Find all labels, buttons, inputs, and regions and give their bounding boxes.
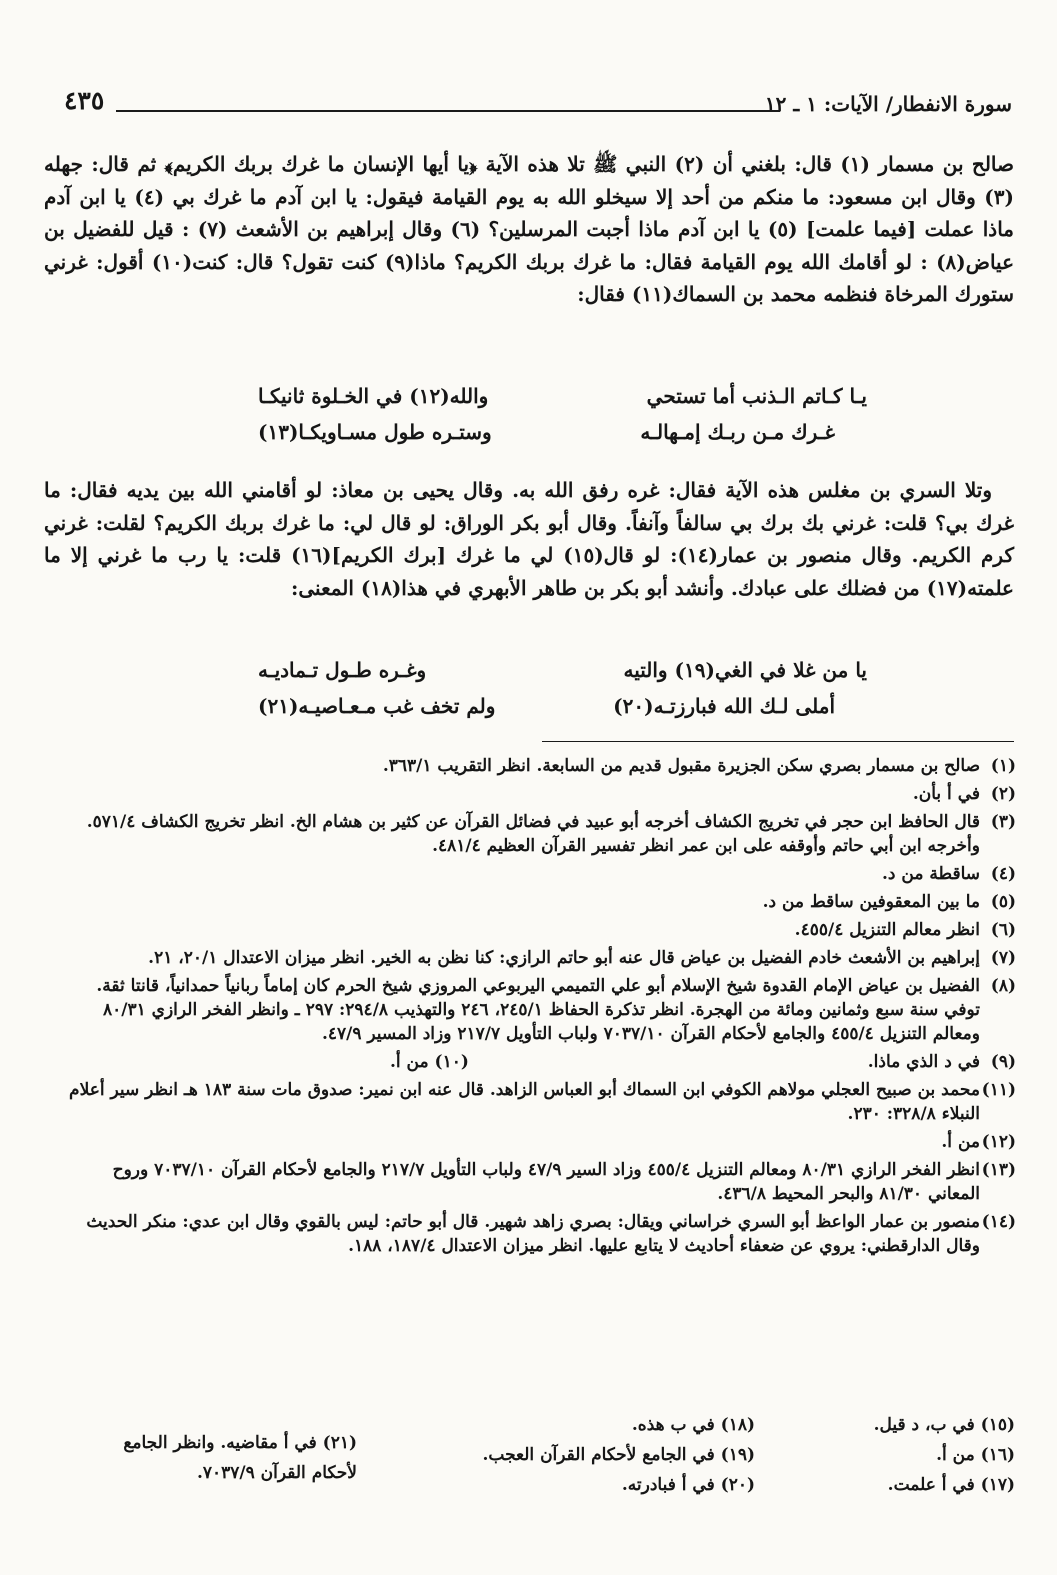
footnote-text: منصور بن عمار الواعظ أبو السري خراساني ويقال: بصري زاهد شهير. قال أبو حاتم: ليس بالقوي وقال ابن عدي: منكر الحديث وقال الدارقطني: يروي عن ضعفاء أحاديث لا يتابع عليها. انظر ميزان الاعتدال ١٨٧/٤، ١٨٨. <box>86 1212 980 1256</box>
main-paragraph-2: وتلا السري بن مغلس هذه الآية فقال: غره رفق الله به. وقال يحيى بن معاذ: لو أقامني الله بين يديه فقال: ما غرك بي؟ قلت: غرني بك برك بي سالفاً وآنفاً. وقال أبو بكر الوراق: لو قال لي: ما غرك بربك الكريم؟ لقلت: غرني كرم الكريم. وقال منصور بن عمار(١٤): لو قال(١٥) لي ما غرك [برك الكريم](١٦) قلت: يا رب ما غرني إلا ما علمته(١٧) من فضلك على عبادك. وأنشد أبو بكر بن طاهر الأبهري في هذا(١٨) المعنى: <box>44 478 1014 600</box>
verse1-line1-left: والله(١٢) في الخـلوة ثانيكـا <box>258 384 489 408</box>
footnote-inline-extra: (١٠) من أ. <box>390 1052 469 1072</box>
footnote <box>60 918 1016 942</box>
footnote-number: (١٢) <box>981 1132 1016 1152</box>
running-header <box>64 86 1012 126</box>
main-paragraph-1: صالح بن مسمار (١) قال: بلغني أن (٢) النبي ﷺ تلا هذه الآية ﴿يا أيها الإنسان ما غرك بربك الكريم﴾ ثم قال: جهله (٣) وقال ابن مسعود: ما منكم من أحد إلا سيخلو الله به يوم القيامة فيقول: يا ابن آدم ما غرك بي (٤) يا ابن آدم ماذا عملت [فيما علمت] (٥) يا ابن آدم ماذا أجبت المرسلين؟ (٦) وقال إبراهيم بن الأشعث (٧) : قيل للفضيل بن عياض(٨) : لو أقامك الله يوم القيامة فقال: ما غرك بربك الكريم؟ ماذا(٩) كنت تقول؟ قال: كنت(١٠) أقول: غرني ستورك المرخاة فنظمه محمد بن السماك(١١) فقال: <box>44 152 1015 306</box>
verse2-line1-left: وغـره طـول تـماديـه <box>258 658 427 682</box>
footnotes-column-1 <box>874 1410 1015 1500</box>
footnote-text: محمد بن صبيح العجلي مولاهم الكوفي ابن السماك أبو العباس الزاهد. قال عنه ابن نمير: صدوق مات سنة ١٨٣ هـ انظر سير أعلام النبلاء ٣٢٨/٨: ٢٣٠. <box>69 1080 980 1124</box>
footnote-number: (٨) <box>990 976 1016 996</box>
footnote <box>60 890 1016 914</box>
footnote <box>60 1130 1016 1154</box>
footnote <box>60 974 1016 1046</box>
footnote-number: (١٣) <box>981 1160 1016 1180</box>
footnote-line: (١٩) في الجامع لأحكام القرآن العجب. <box>482 1445 755 1465</box>
footnote <box>60 1158 1016 1206</box>
footnote-line: (١٥) في ب، د قيل. <box>873 1415 1015 1435</box>
surah-title: سورة الانفطار/ الآيات: ١ ـ ١٢ <box>764 92 1012 116</box>
footnote-line: لأحكام القرآن ٧٠٣٧/٩. <box>196 1463 357 1483</box>
footnote-number: (٣) <box>990 812 1016 832</box>
footnote-line: (١٨) في ب هذه. <box>631 1415 755 1435</box>
footnote <box>60 810 1016 858</box>
footnote-text: صالح بن مسمار بصري سكن الجزيرة مقبول قديم من السابعة. انظر التقريب ٣٦٣/١. <box>382 756 980 776</box>
footnote-text: في د الذي ماذا. <box>867 1052 980 1072</box>
verse1-line2-left: وستـره طول مسـاويكـا(١٣) <box>258 420 492 444</box>
footnote-number: (٤) <box>990 864 1016 884</box>
footnote-text: إبراهيم بن الأشعث خادم الفضيل بن عياض قال عنه أبو حاتم الرازي: كنا نظن به الخير. انظر ميزان الاعتدال ٢٠/١، ٢١. <box>148 948 980 968</box>
footnote-text: ساقطة من د. <box>882 864 980 884</box>
footnotes-column-3 <box>123 1428 357 1488</box>
verse1-line1-right: يـا كـاتم الـذنب أما تستحي <box>646 384 867 408</box>
footnote-text: الفضيل بن عياض الإمام القدوة شيخ الإسلام أبو علي التميمي اليربوعي المروزي شيخ الحرم كان إماماً ربانياً حمدانياً، قانتا ثقة. توفي سنة سبع وثمانين ومائة من الهجرة. انظر تذكرة الحفاظ ٢٤٥/١، ٢٤٦ والتهذيب ٢٩٤/٨: ٢٩٧ ـ وانظر الفخر الرازي ٨٠/٣١ ومعالم التنزيل ٤٥٥/٤ والجامع لأحكام القرآن ٧٠٣٧/١٠ ولباب التأويل ٢١٧/٧ وزاد المسير ٤٧/٩. <box>96 976 980 1044</box>
footnotes <box>60 754 1016 1262</box>
footnotes-column-2 <box>482 1410 755 1500</box>
verse2-line1-right: يا من غلا في الغي(١٩) والتيه <box>623 658 867 682</box>
verse2-line2-left: ولم تخف غب مـعـاصيـه(٢١) <box>258 694 496 718</box>
footnote-number: (١١) <box>981 1080 1016 1100</box>
footnote-number: (٦) <box>990 920 1016 940</box>
footnote-line: (١٦) من أ. <box>936 1445 1015 1465</box>
footnote <box>60 946 1016 970</box>
footnote-number: (٧) <box>990 948 1016 968</box>
verse1-line2-right: غـرك مـن ربـك إمـهالـه <box>640 420 835 444</box>
footnote-text: انظر الفخر الرازي ٨٠/٣١ ومعالم التنزيل ٤٥٥/٤ وزاد السير ٤٧/٩ ولباب التأويل ٢١٧/٧ والجامع لأحكام القرآن ٧٠٣٧/١٠ وروح المعاني ٨١/٣٠ والبحر المحيط ٤٣٦/٨. <box>112 1160 980 1204</box>
footnote-text: قال الحافظ ابن حجر في تخريج الكشاف أخرجه أبو عبيد في فضائل القرآن عن كثير بن هشام الخ. انظر تخريج الكشاف ٥٧١/٤. وأخرجه ابن أبي حاتم وأوقفه على ابن عمر انظر تفسير القرآن العظيم ٤٨١/٤. <box>86 812 980 856</box>
footnote-separator <box>542 741 1014 742</box>
header-rule <box>116 110 780 112</box>
footnote <box>60 754 1016 778</box>
footnote <box>60 1210 1016 1258</box>
footnote-number: (٩) <box>990 1052 1016 1072</box>
footnote-number: (٢) <box>990 784 1016 804</box>
footnote-text: من أ. <box>941 1132 980 1152</box>
footnote-line: (١٧) في أ علمت. <box>887 1475 1015 1495</box>
footnote-line: (٢١) في أ مقاضيه. وانظر الجامع <box>123 1433 357 1453</box>
footnote-number: (٥) <box>990 892 1016 912</box>
footnote <box>60 1050 1016 1074</box>
footnote-number: (١) <box>990 756 1016 776</box>
verse2-line2-right: أملى لـك الله فبارزتـه(٢٠) <box>613 694 835 718</box>
footnote <box>60 782 1016 806</box>
footnote-text: في أ بأن. <box>912 784 980 804</box>
footnote-text: انظر معالم التنزيل ٤٥٥/٤. <box>794 920 980 940</box>
footnote <box>60 862 1016 886</box>
footnote <box>60 1078 1016 1126</box>
footnote-line: (٢٠) في أ فبادرته. <box>621 1475 755 1495</box>
footnote-text: ما بين المعقوفين ساقط من د. <box>762 892 980 912</box>
footnote-number: (١٤) <box>981 1212 1016 1232</box>
page-number: ٤٣٥ <box>64 86 105 115</box>
